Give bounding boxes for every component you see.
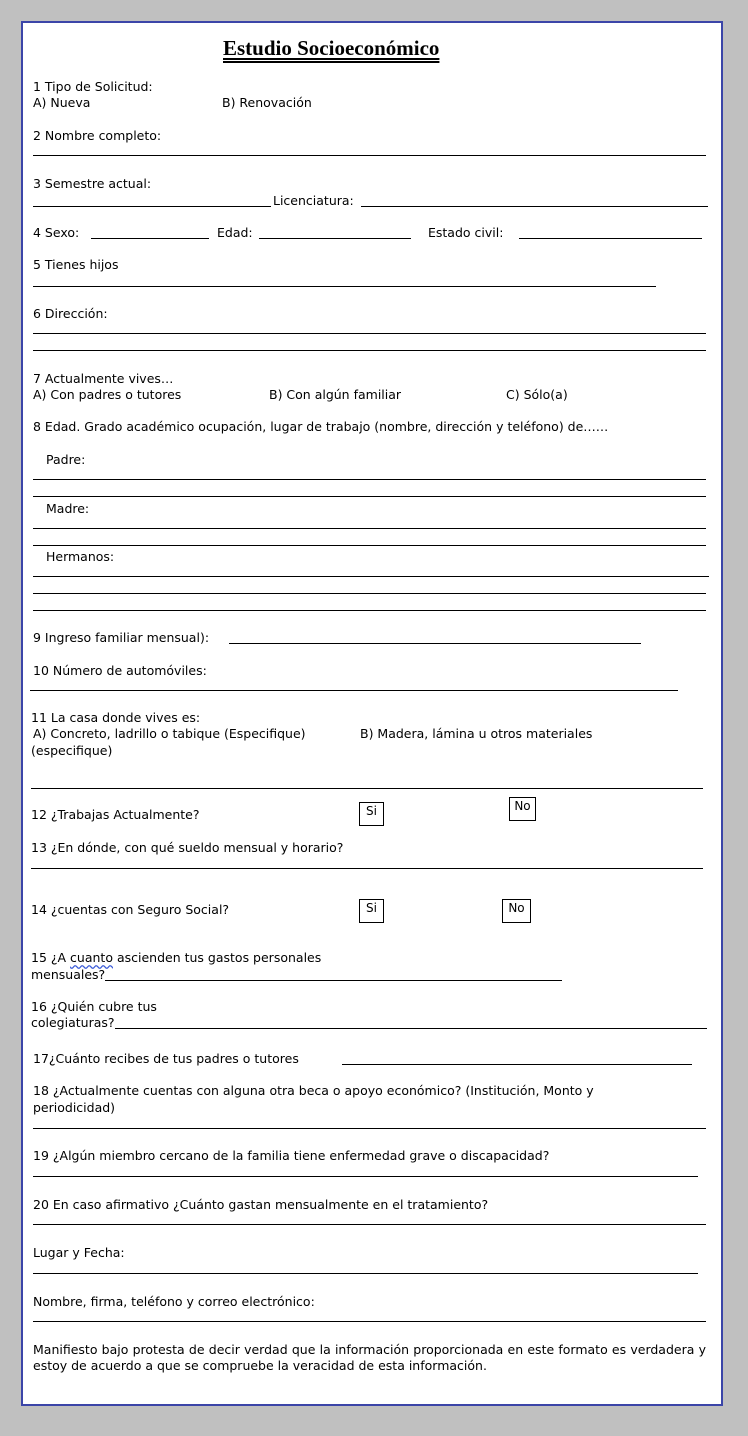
q18-label-line2: periodicidad) <box>33 1100 116 1115</box>
q12-label: 12 ¿Trabajas Actualmente? <box>31 807 200 822</box>
q8-hermanos-line[interactable] <box>33 610 706 611</box>
q14-label: 14 ¿cuentas con Seguro Social? <box>31 902 230 917</box>
q18-label: 18 ¿Actualmente cuentas con alguna otra beca o apoyo económico? (Institución, Monto y <box>33 1083 594 1098</box>
manifiesto-statement: Manifiesto bajo protesta de decir verdad que la información proporcionada en este formato es verdadera y estoy de acuerdo a que se compruebe la veracidad de esta información. <box>33 1342 706 1373</box>
q4-edad-line[interactable] <box>259 238 411 239</box>
q16-label-line2: colegiaturas? <box>31 1015 115 1030</box>
q8-padre-label: Padre: <box>46 452 86 467</box>
q5-answer-line[interactable] <box>33 286 656 287</box>
q17-answer-line[interactable] <box>342 1064 692 1065</box>
form-title: Estudio Socioeconómico <box>223 36 440 60</box>
q3-licenciatura-label: Licenciatura: <box>273 193 354 208</box>
q13-label: 13 ¿En dónde, con qué sueldo mensual y horario? <box>31 840 344 855</box>
firma-line[interactable] <box>33 1321 706 1322</box>
q15-answer-line[interactable] <box>105 980 562 981</box>
q14-si-checkbox[interactable]: Si <box>359 899 384 923</box>
q4-estado-civil-line[interactable] <box>519 238 702 239</box>
q8-label: 8 Edad. Grado académico ocupación, lugar de trabajo (nombre, dirección y teléfono) de…… <box>33 419 609 434</box>
spelling-underline: cuanto <box>70 950 113 965</box>
q3-licenciatura-line[interactable] <box>361 206 708 207</box>
q17-label: 17¿Cuánto recibes de tus padres o tutores <box>33 1051 299 1066</box>
q11-answer-line[interactable] <box>31 788 703 789</box>
q8-madre-label: Madre: <box>46 501 90 516</box>
q12-si-checkbox[interactable]: Si <box>359 802 384 826</box>
q7-option-a[interactable]: A) Con padres o tutores <box>33 387 182 402</box>
q9-answer-line[interactable] <box>229 643 641 644</box>
q11-option-b[interactable]: B) Madera, lámina u otros materiales <box>360 726 593 741</box>
q3-semestre-line[interactable] <box>33 206 271 207</box>
q3-label: 3 Semestre actual: <box>33 176 152 191</box>
q4-sexo-line[interactable] <box>91 238 209 239</box>
q4-edad-label: Edad: <box>217 225 253 240</box>
lugar-fecha-line[interactable] <box>33 1273 698 1274</box>
q19-label: 19 ¿Algún miembro cercano de la familia tiene enfermedad grave o discapacidad? <box>33 1148 550 1163</box>
q14-no-checkbox[interactable]: No <box>502 899 531 923</box>
q8-hermanos-label: Hermanos: <box>46 549 115 564</box>
q18-answer-line[interactable] <box>33 1128 706 1129</box>
q15-label: 15 ¿A cuanto ascienden tus gastos personales <box>31 950 322 965</box>
q8-hermanos-line[interactable] <box>33 576 709 577</box>
q11-label: 11 La casa donde vives es: <box>31 710 201 725</box>
q1-option-b[interactable]: B) Renovación <box>222 95 312 110</box>
q10-answer-line[interactable] <box>30 690 678 691</box>
q10-label: 10 Número de automóviles: <box>33 663 207 678</box>
q11-especifique: (especifique) <box>31 743 113 758</box>
form-page <box>21 21 723 1406</box>
q4-estado-civil-label: Estado civil: <box>428 225 504 240</box>
q12-no-checkbox[interactable]: No <box>509 797 536 821</box>
q11-option-a[interactable]: A) Concreto, ladrillo o tabique (Especifique) <box>33 726 306 741</box>
q8-madre-line[interactable] <box>33 545 706 546</box>
q1-option-a[interactable]: A) Nueva <box>33 95 91 110</box>
q20-answer-line[interactable] <box>33 1224 706 1225</box>
q6-answer-line[interactable] <box>33 333 706 334</box>
q8-madre-line[interactable] <box>33 528 706 529</box>
q4-sexo-label: 4 Sexo: <box>33 225 80 240</box>
q20-label: 20 En caso afirmativo ¿Cuánto gastan mensualmente en el tratamiento? <box>33 1197 489 1212</box>
q2-label: 2 Nombre completo: <box>33 128 162 143</box>
q16-answer-line[interactable] <box>115 1028 707 1029</box>
q7-option-b[interactable]: B) Con algún familiar <box>269 387 402 402</box>
q8-padre-line[interactable] <box>33 496 706 497</box>
q6-answer-line[interactable] <box>33 350 706 351</box>
q8-hermanos-line[interactable] <box>33 593 706 594</box>
q16-label: 16 ¿Quién cubre tus <box>31 999 157 1014</box>
q19-answer-line[interactable] <box>33 1176 698 1177</box>
q9-label: 9 Ingreso familiar mensual): <box>33 630 210 645</box>
q5-label: 5 Tienes hijos <box>33 257 119 272</box>
lugar-fecha-label: Lugar y Fecha: <box>33 1245 125 1260</box>
q1-label: 1 Tipo de Solicitud: <box>33 79 153 94</box>
q2-answer-line[interactable] <box>33 155 706 156</box>
q7-option-c[interactable]: C) Sólo(a) <box>506 387 568 402</box>
q15-label-line2: mensuales? <box>31 967 106 982</box>
q7-label: 7 Actualmente vives… <box>33 371 174 386</box>
q6-label: 6 Dirección: <box>33 306 108 321</box>
q8-padre-line[interactable] <box>33 479 706 480</box>
q13-answer-line[interactable] <box>31 868 703 869</box>
firma-label: Nombre, firma, teléfono y correo electrónico: <box>33 1294 315 1309</box>
